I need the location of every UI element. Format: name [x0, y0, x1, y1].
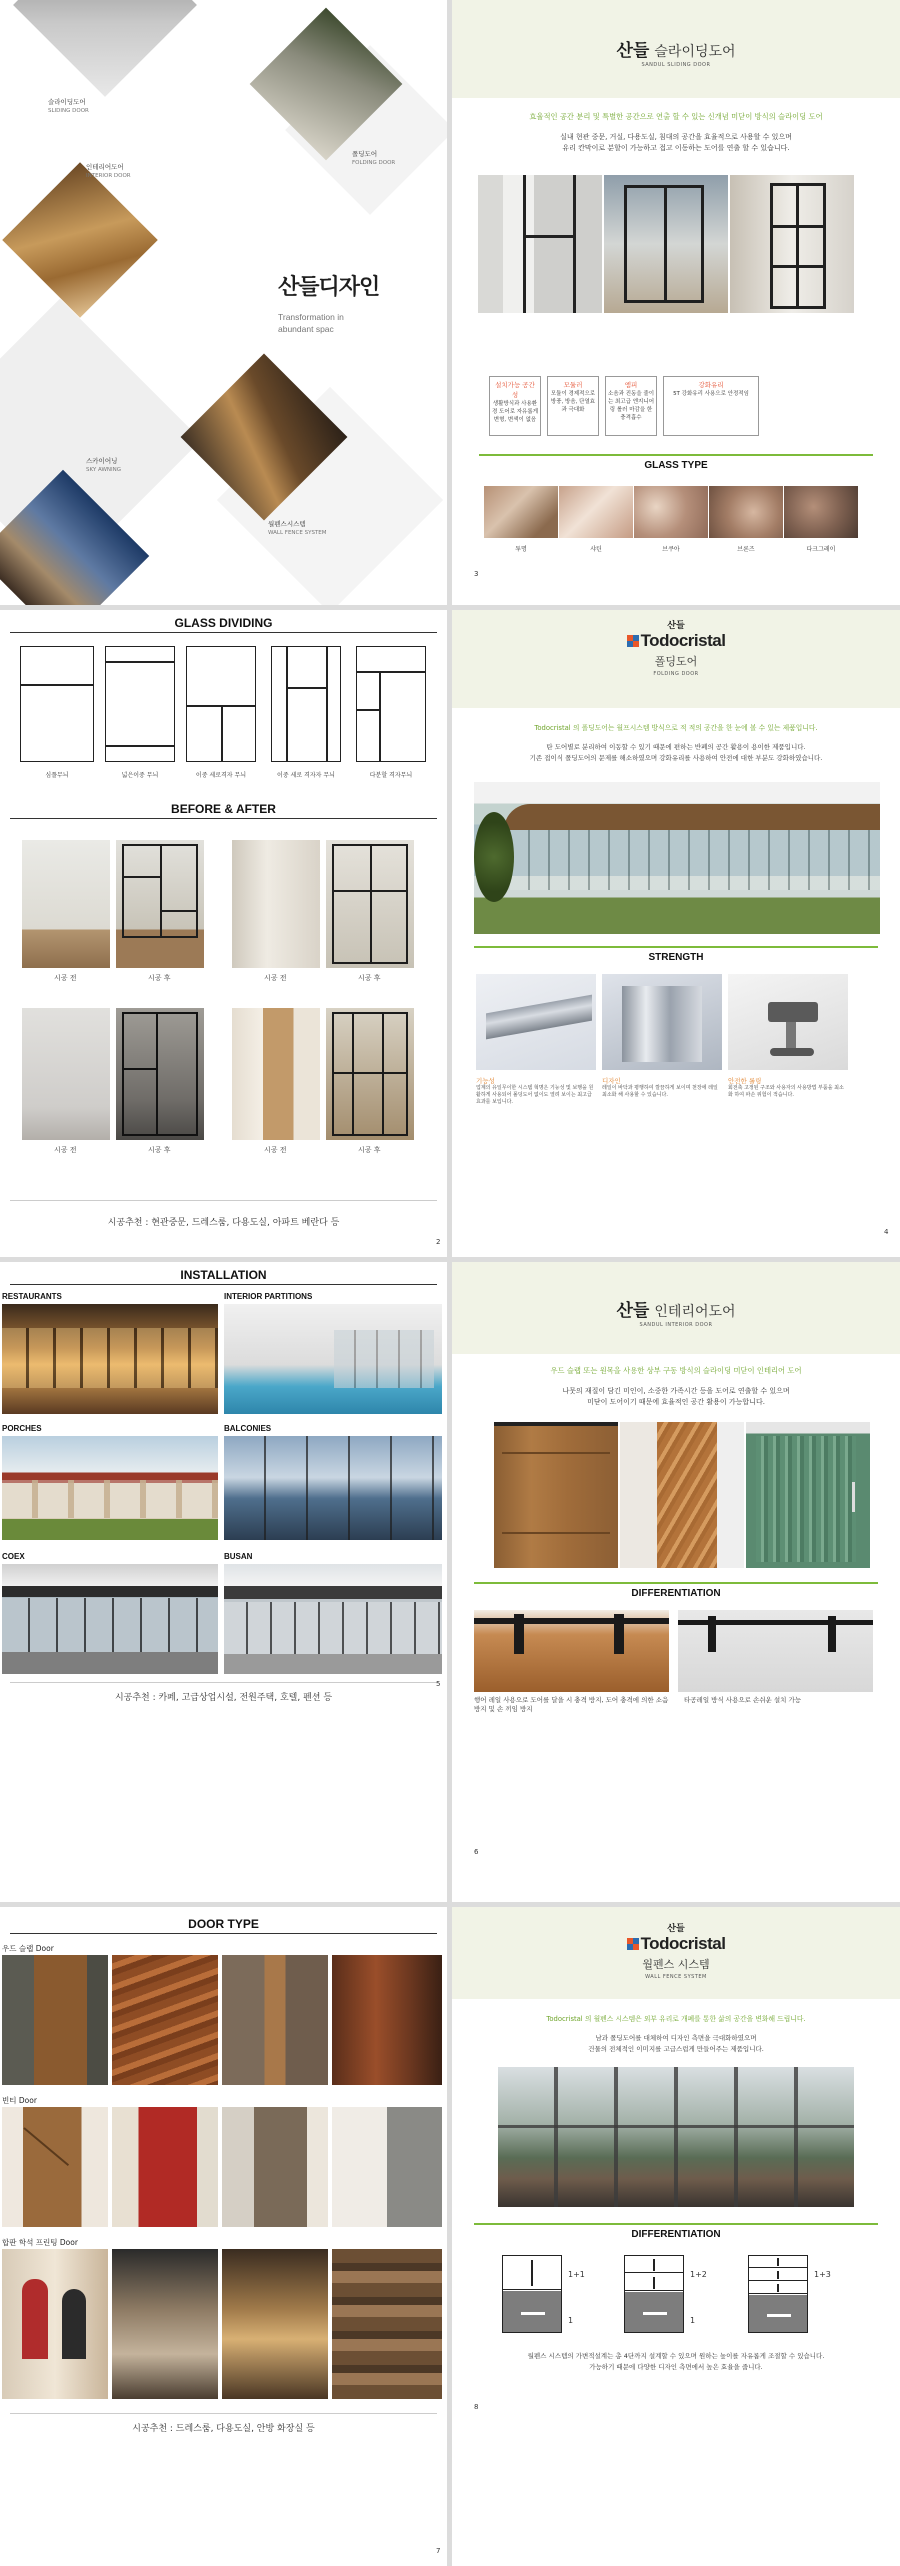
- body-text: 나뭇의 재질이 담긴 미인이, 소중한 가족시간 등을 도어로 연출할 수 있으며 미닫이 도어이기 때문에 효율적인 공간 활용이 가능합니다.: [562, 1387, 790, 1406]
- page-subtitle: FOLDING DOOR: [653, 671, 699, 677]
- page-title: 인테리어도어: [654, 1304, 736, 1320]
- glass-swatch-aqua: [634, 486, 708, 538]
- installation-category: BUSAN: [224, 1552, 253, 1561]
- headline: Todocristal 의 월펜스 시스템은 외부 유리로 개폐를 통한 삶의 공간을 변화해 드립니다.: [546, 2015, 806, 2023]
- cover-label-interior: 인테리어도어 INTERIOR DOOR: [86, 163, 131, 179]
- differentiation-text-left: 행어 레일 사용으로 도어를 달을 시 충격 방지, 도어 충격에 의한 소음방지 및 손 끼임 방지: [474, 1696, 669, 1713]
- diagram-label: 1+1: [568, 2270, 585, 2279]
- installation-photo-porches: [2, 1436, 218, 1540]
- diagram-label: 1+2: [690, 2270, 707, 2279]
- after-label: 시공 후: [358, 974, 381, 982]
- strength-photo-profile: [602, 974, 722, 1070]
- differentiation-text-right: 타공레일 방식 사용으로 손쉬운 설치 가능: [684, 1696, 802, 1704]
- strength-item: 디자인 레일이 바닥과 평행하여 깔끔하게 보이며 천장에 레일 최소화 해 사용할 수 있습니다.: [602, 1077, 718, 1098]
- before-after-title: BEFORE & AFTER: [171, 802, 276, 816]
- body-text: 탄 도어별로 분리하여 이동할 수 있기 때문에 편하는 반폐의 공간 활용이 용이한 제품입니다. 기존 접이식 폴딩도어의 문제를 해소하였으며 강화유리를 사용하여 안전에 대한 부분도 강화하였습니다.: [529, 743, 823, 762]
- before-label: 시공 전: [54, 1146, 77, 1154]
- page-subtitle: WALL FENCE SYSTEM: [645, 1974, 707, 1980]
- page-number: 6: [474, 1848, 479, 1856]
- glass-label: 다크그레이: [806, 546, 836, 553]
- page-title: 월펜스 시스템: [642, 1958, 710, 1971]
- page-installation: [0, 1262, 447, 1902]
- page-door-type: [0, 1907, 447, 2566]
- installation-category: PORCHES: [2, 1424, 42, 1433]
- cover-label-sky-awning: 스카이어닝 SKY AWNING: [86, 457, 122, 473]
- panel-diagram-1plus3: [748, 2255, 808, 2333]
- sliding-photo-3: [730, 175, 854, 313]
- after-photo: [116, 840, 204, 968]
- divider-diagram-multi-grid: [356, 646, 426, 762]
- strength-photo-roller: [728, 974, 848, 1070]
- wall-fence-title-block: [452, 1921, 900, 1980]
- installation-category: RESTAURANTS: [2, 1292, 62, 1301]
- divider-diagram-double-vertical-grid: [271, 646, 341, 762]
- page-wall-fence: [452, 1907, 900, 2566]
- differentiation-photo-hanger: [474, 1610, 669, 1692]
- differentiation-photo-rail: [678, 1610, 873, 1692]
- after-photo: [326, 840, 414, 968]
- strength-photo-rail: [476, 974, 596, 1070]
- todocristal-logo: Todocristal: [640, 631, 726, 650]
- divider-label: 심플무늬: [45, 772, 69, 779]
- door-photo-vintage: [112, 2107, 218, 2227]
- after-photo: [326, 1008, 414, 1140]
- glass-label: 브론즈: [737, 546, 755, 553]
- wall-fence-photo: [498, 2067, 854, 2207]
- divider-diagram-double-vertical: [186, 646, 256, 762]
- installation-photo-coex: [2, 1564, 218, 1674]
- todocristal-logo-icon: [627, 1935, 639, 1947]
- installation-title: INSTALLATION: [180, 1268, 267, 1282]
- sliding-photo-1: [478, 175, 602, 313]
- diagram-label: 1+3: [814, 2270, 831, 2279]
- page-folding-door: [452, 610, 900, 1257]
- wall-fence-footer-text: 월펜스 시스템의 가변적설계는 총 4단까지 설계할 수 있으며 원하는 높이를 자유롭게 조절할 수 있습니다. 가능하기 때문에 다양한 디자인 측면에서 높은 효율을 줍니다.: [527, 2352, 825, 2371]
- divider-diagram-simple: [20, 646, 94, 762]
- panel-diagram-1plus1: [502, 2255, 562, 2333]
- sliding-photo-2: [604, 175, 728, 313]
- differentiation-title: DIFFERENTIATION: [631, 1588, 721, 1599]
- strength-item: 기능성 업계의 유일무이한 시스템 혁명은 기능성 및 보행을 원활하게 사용되어 폴딩도어 없이도 열려 보이는 최고급 효과를 보입니다.: [476, 1077, 594, 1105]
- door-photo-wood-slab: [332, 1955, 442, 2085]
- glass-swatch-bronze: [709, 486, 783, 538]
- glass-swatch-satin: [559, 486, 633, 538]
- page-number: 8: [474, 2403, 479, 2411]
- feature-box: 강화유리 5T 강화유리 사용으로 안정적임: [663, 376, 759, 436]
- divider-label: 넓은이중 무늬: [121, 772, 159, 779]
- door-type-title: DOOR TYPE: [188, 1917, 259, 1931]
- before-photo: [22, 840, 110, 968]
- page-subtitle: SANDUL SLIDING DOOR: [641, 62, 711, 68]
- feature-boxes: [489, 376, 759, 436]
- brand-mark: 산들: [616, 41, 650, 61]
- door-photo-printing: [112, 2249, 218, 2399]
- recommendation-text: 시공추천 : 현관중문, 드레스룸, 다용도실, 아파트 베란다 등: [107, 1218, 340, 1228]
- divider-label: 이중 세로 격자자 무늬: [277, 772, 335, 779]
- body-text: 실내 현관 중문, 거실, 다용도실, 침대의 공간을 효율적으로 사용할 수 있으며 유리 칸막이로 분할이 가능하고 접고 이동하는 도어를 연출 할 수 있습니다.: [560, 133, 792, 152]
- divider-label: 이중 세로격자 무늬: [195, 772, 247, 779]
- sliding-title-block: [452, 36, 900, 68]
- interior-title-block: [452, 1296, 900, 1328]
- door-type-section: 우드 슬랩 Door: [2, 1944, 54, 1953]
- cover-tagline: Transformation in abundant spac: [278, 312, 344, 334]
- after-label: 시공 후: [148, 974, 171, 982]
- after-photo: [116, 1008, 204, 1140]
- door-photo-wood-slab: [112, 1955, 218, 2085]
- page-subtitle: SANDUL INTERIOR DOOR: [639, 1322, 713, 1328]
- before-label: 시공 전: [264, 974, 287, 982]
- door-photo-vintage: [332, 2107, 442, 2227]
- installation-category: BALCONIES: [224, 1424, 272, 1433]
- cover-label-sliding: 슬라이딩도어 SLIDING DOOR: [48, 98, 89, 114]
- door-type-section: 빈티 Door: [2, 2096, 37, 2105]
- door-photo-vintage: [2, 2107, 108, 2227]
- cover-brand-logo: 산들디자인: [278, 275, 380, 300]
- folding-door-building-photo: [474, 782, 880, 934]
- cover-label-folding: 폴딩도어 FOLDING DOOR: [352, 150, 396, 166]
- installation-photo-interior-partitions: [224, 1304, 442, 1414]
- page-number: 5: [436, 1680, 441, 1688]
- page-number: 4: [884, 1228, 889, 1236]
- glass-type-title: GLASS TYPE: [644, 460, 708, 471]
- differentiation-title: DIFFERENTIATION: [631, 2229, 721, 2240]
- page-sliding-door: [452, 0, 900, 605]
- brand-mark: 산들: [616, 1301, 650, 1321]
- door-photo-wood-slab: [222, 1955, 328, 2085]
- installation-photo-busan: [224, 1564, 442, 1674]
- recommendation-text: 시공추천 : 드레스룸, 다용도실, 안방 화장실 등: [132, 2424, 315, 2434]
- glass-label: 샤틴: [590, 546, 602, 553]
- installation-category: INTERIOR PARTITIONS: [224, 1292, 313, 1301]
- headline: 효율적인 공간 분리 및 특별한 공간으로 연출 할 수 있는 신개념 미닫이 방식의 슬라이딩 도어: [529, 112, 823, 121]
- interior-door-photo-wood: [494, 1422, 618, 1568]
- feature-box: 엠피 소음과 진동을 줄이는 최고급 엔지니어링 롤러 마감을 한 충격흡수: [605, 376, 657, 436]
- diagram-label: 1: [568, 2316, 574, 2325]
- door-photo-printing: [222, 2249, 328, 2399]
- before-photo: [232, 1008, 320, 1140]
- door-photo-printing: [332, 2249, 442, 2399]
- brand-mark: 산들: [667, 1924, 685, 1934]
- installation-photo-restaurants: [2, 1304, 218, 1414]
- page-number: 3: [474, 570, 479, 578]
- door-type-section: 합판 학석 프린팅 Door: [2, 2238, 78, 2247]
- recommendation-text: 시공추천 : 카페, 고급상업시설, 전원주택, 호텔, 펜션 등: [114, 1693, 333, 1703]
- feature-box: 모듈러 모듈이 경제적으로 방풍, 방음, 단열효과 극대화: [547, 376, 599, 436]
- divider-label: 다분할 격자무늬: [369, 772, 413, 779]
- strength-title: STRENGTH: [648, 952, 704, 963]
- page-interior-door: [452, 1262, 900, 1902]
- feature-box: 설치가능 공간성 생활방식과 사용환경 도어로 자유롭게 변형, 변색이 없음: [489, 376, 541, 436]
- before-photo: [22, 1008, 110, 1140]
- page-glass-dividing: [0, 610, 447, 1257]
- glass-swatch-clear: [484, 486, 558, 538]
- page-title: 폴딩도어: [654, 655, 698, 668]
- after-label: 시공 후: [148, 1146, 171, 1154]
- body-text: 남과 폴딩도어를 대체하여 디자인 측면을 극대화하였으며 건물의 전체적인 이미지를 고급스럽게 만들어주는 제품입니다.: [588, 2034, 764, 2053]
- door-photo-wood-slab: [2, 1955, 108, 2085]
- cover-brand-block: [278, 270, 379, 335]
- glass-label: 투명: [515, 546, 527, 553]
- panel-diagram-1plus2: [624, 2255, 684, 2333]
- page-number: 2: [436, 1238, 441, 1246]
- glass-label: 브쿠아: [662, 546, 680, 553]
- cover-label-wall-fence: 월펜스시스템 WALL FENCE SYSTEM: [268, 520, 327, 536]
- before-photo: [232, 840, 320, 968]
- cover-page: [0, 0, 447, 605]
- page-number: 7: [436, 2547, 441, 2555]
- headline: Todocristal 의 폴딩도어는 월프시스템 방식으로 적 적의 공간을 한 눈에 볼 수 있는 제품입니다.: [534, 724, 818, 732]
- strength-item: 안전한 롤링 회전축 고정된 구조와 사용자의 사용방법 부품을 최소화 하여 파손 위험이 적습니다.: [728, 1077, 844, 1098]
- headline: 우드 슬랩 또는 원목을 사용한 상부 구동 방식의 슬라이딩 미닫이 인테리어 도어: [550, 1366, 802, 1375]
- interior-door-photo-green: [746, 1422, 870, 1568]
- after-label: 시공 후: [358, 1146, 381, 1154]
- installation-category: COEX: [2, 1552, 25, 1561]
- divider-diagram-wide-double: [105, 646, 175, 762]
- before-label: 시공 전: [264, 1146, 287, 1154]
- glass-swatch-darkgrey: [784, 486, 858, 538]
- brand-mark: 산들: [667, 621, 685, 631]
- folding-title-block: [452, 618, 900, 677]
- page-title: 슬라이딩도어: [654, 44, 736, 60]
- installation-photo-balconies: [224, 1436, 442, 1540]
- diagram-label: 1: [690, 2316, 696, 2325]
- todocristal-logo-icon: [627, 632, 639, 644]
- cover-photo-interior: [2, 162, 158, 318]
- todocristal-logo: Todocristal: [640, 1934, 726, 1953]
- door-photo-vintage: [222, 2107, 328, 2227]
- glass-dividing-title: GLASS DIVIDING: [174, 616, 273, 630]
- door-photo-printing: [2, 2249, 108, 2399]
- interior-door-photo-slab: [620, 1422, 744, 1568]
- before-label: 시공 전: [54, 974, 77, 982]
- cover-photo-sliding: [13, 0, 197, 97]
